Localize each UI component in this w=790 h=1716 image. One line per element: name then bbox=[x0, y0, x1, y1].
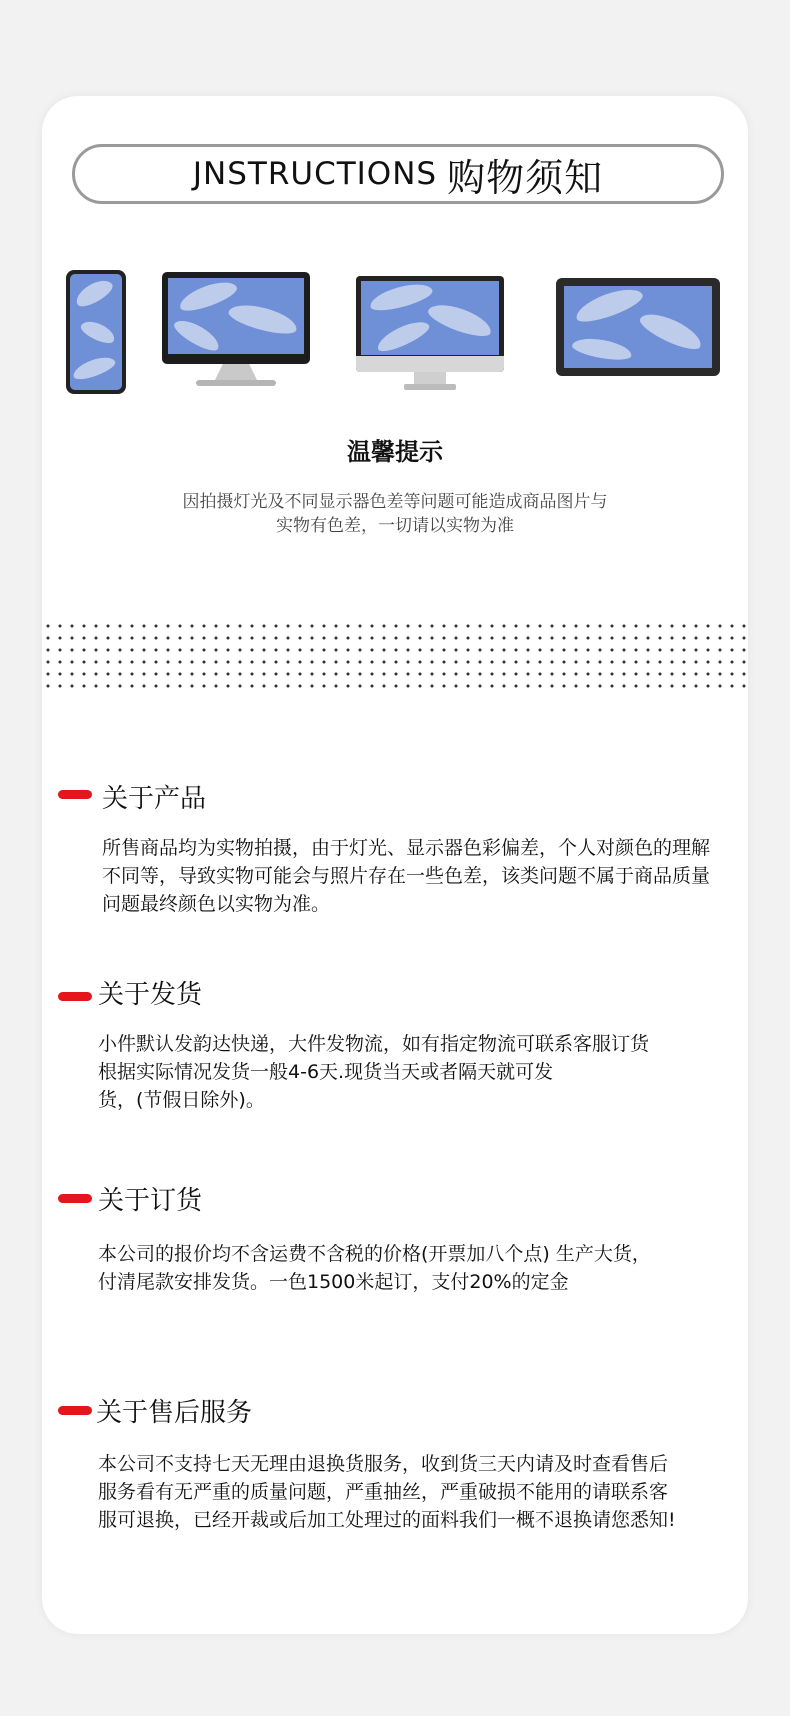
body-line: 根据实际情况发货一般4-6天.现货当天或者隔天就可发 bbox=[98, 1061, 554, 1083]
body-line: 服可退换，已经开裁或后加工处理过的面料我们一概不退换请您悉知! bbox=[98, 1509, 676, 1531]
device-preview-row bbox=[0, 262, 790, 402]
body-line: 问题最终颜色以实物为准。 bbox=[102, 893, 331, 915]
red-bar-marker bbox=[58, 1406, 92, 1415]
title-english: JNSTRUCTIONS bbox=[192, 156, 438, 192]
section-body bbox=[102, 834, 752, 918]
monitor-icon bbox=[162, 272, 310, 364]
section-title: 关于发货 bbox=[98, 980, 203, 1010]
body-line: 本公司的报价均不含运费不含税的价格(开票加八个点) 生产大货， bbox=[98, 1243, 651, 1265]
body-line: 服务看有无严重的质量问题，严重抽丝，严重破损不能用的请联系客 bbox=[98, 1481, 669, 1503]
red-bar-marker bbox=[58, 992, 92, 1001]
phone-icon bbox=[66, 270, 126, 394]
red-bar-marker bbox=[58, 1194, 92, 1203]
body-line: 付清尾款安排发货。一色1500米起订，支付20%的定金 bbox=[98, 1271, 569, 1293]
monitor-base bbox=[196, 380, 276, 386]
title-chinese: 购物须知 bbox=[447, 155, 604, 200]
dotted-divider bbox=[42, 620, 748, 692]
tip-line: 因拍摄灯光及不同显示器色差等问题可能造成商品图片与 bbox=[182, 492, 608, 512]
body-line: 小件默认发韵达快递，大件发物流，如有指定物流可联系客服订货 bbox=[98, 1033, 650, 1055]
body-line: 不同等，导致实物可能会与照片存在一些色差，该类问题不属于商品质量 bbox=[102, 865, 711, 887]
imac-base bbox=[404, 384, 456, 390]
body-line: 本公司不支持七天无理由退换货服务，收到货三天内请及时查看售后 bbox=[98, 1453, 669, 1475]
tip-body bbox=[150, 490, 640, 538]
body-line: 所售商品均为实物拍摄，由于灯光、显示器色彩偏差，个人对颜色的理解 bbox=[102, 837, 711, 859]
body-line: 货，(节假日除外)。 bbox=[98, 1089, 265, 1111]
tablet-icon bbox=[556, 278, 720, 376]
section-body bbox=[98, 1030, 748, 1114]
section-title: 关于订货 bbox=[98, 1186, 203, 1216]
section-title: 关于售后服务 bbox=[96, 1398, 253, 1428]
page-title bbox=[72, 144, 724, 204]
section-body bbox=[98, 1240, 748, 1296]
tip-line: 实物有色差，一切请以实物为准 bbox=[276, 516, 514, 536]
imac-icon bbox=[356, 276, 504, 372]
red-bar-marker bbox=[58, 790, 92, 799]
section-title: 关于产品 bbox=[102, 784, 207, 814]
tip-title: 温馨提示 bbox=[347, 438, 443, 466]
section-body bbox=[98, 1450, 758, 1534]
